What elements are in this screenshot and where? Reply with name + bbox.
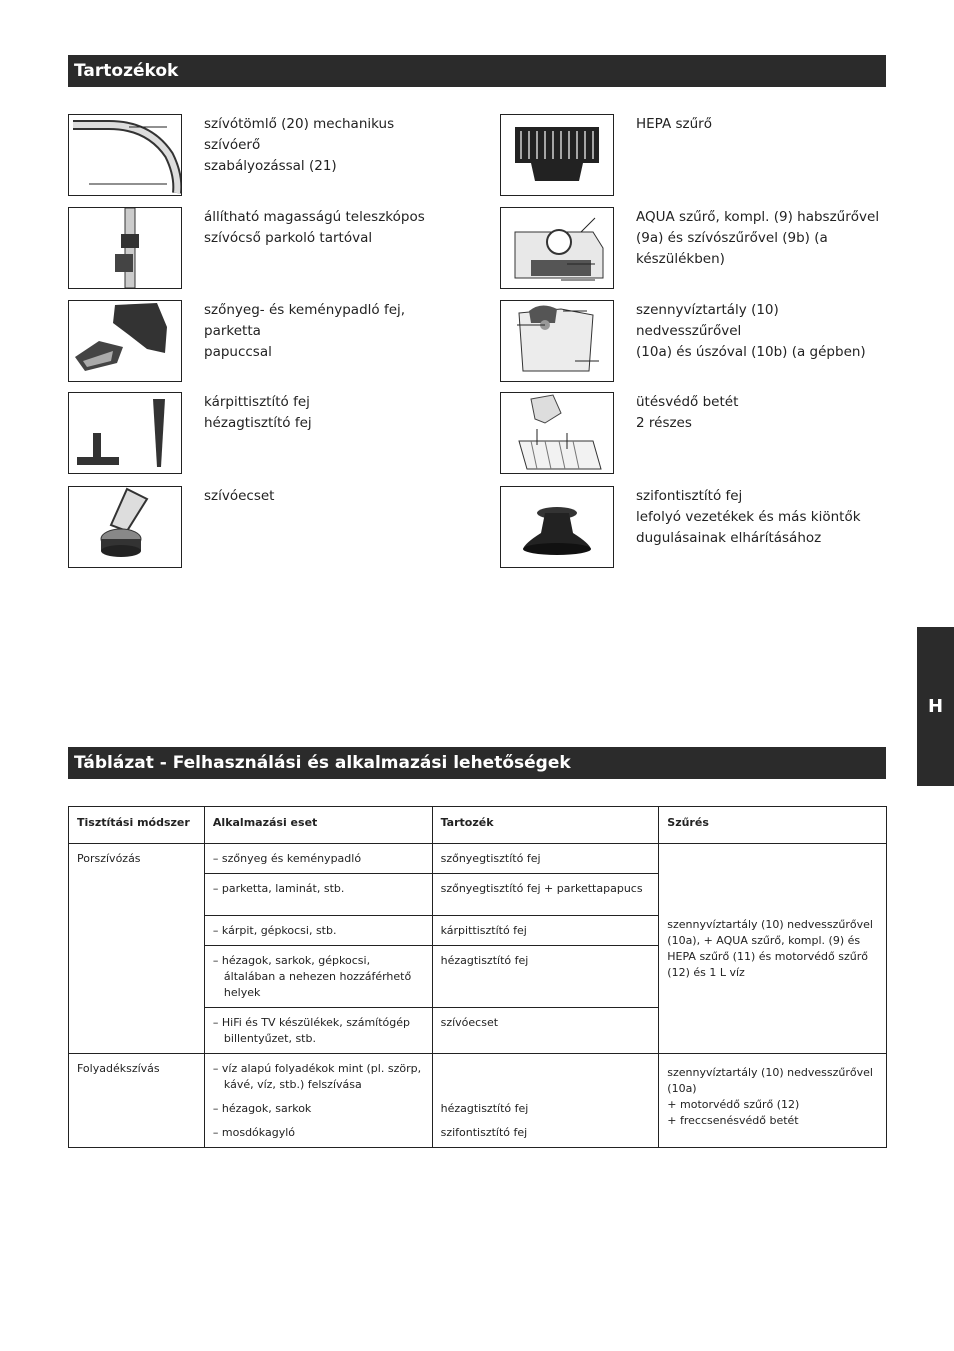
accessory-item-water-tank [500,300,900,384]
splash-guard-icon [500,392,614,474]
accessory-label-line: dugulásainak elhárításához [636,530,822,546]
suction-brush-icon [68,486,182,568]
case-text: – HiFi és TV készülékek, számítógép billentyűzet, stb. [212,1016,410,1045]
accessory-label-line: (10a) és úszóval (10b) (a gépben) [636,344,866,360]
language-tab: H [917,627,954,786]
accessory-label-line: szabályozással (21) [204,158,337,174]
accessory-label-line: papuccsal [204,344,272,360]
case-cell [204,844,432,874]
case-cell [204,946,432,1008]
filter-text: + motorvédő szűrő (12) [667,1098,800,1111]
accessory-item-aqua-filter [500,207,900,291]
accessory-label-line: szívóecset [204,488,275,504]
method-cell: Folyadékszívás [69,1054,205,1148]
case-text: – kárpit, gépkocsi, stb. [212,924,337,937]
accessory-label-line: szőnyeg- és keménypadló fej, parketta [204,302,406,339]
table-header-row [69,807,887,844]
accessory-text: hézagtisztító fej [440,1102,529,1115]
accessory-label-line: szívótömlő (20) mechanikus szívóerő [204,116,395,153]
accessory-item-upholstery-crevice [68,392,468,476]
accessory-label-line: szifontisztító fej [636,488,743,504]
accessory-label-line: készülékben) [636,251,725,267]
accessory-label-line: ütésvédő betét [636,394,739,410]
case-cell [204,874,432,916]
accessory-cell [432,1054,659,1148]
case-text: – szőnyeg és keménypadló [212,852,362,865]
header-cleaning-method: Tisztítási módszer [69,807,205,844]
accessory-label-line: 2 részes [636,415,692,431]
accessory-cell: kárpittisztító fej [432,916,659,946]
case-cell [204,1054,432,1148]
hepa-filter-icon [500,114,614,196]
floor-nozzle-icon [68,300,182,382]
accessory-item-hepa-filter [500,114,900,198]
accessory-cell: szívóecset [432,1008,659,1054]
accessory-item-suction-brush [68,486,468,570]
accessory-label-line: szívócső parkoló tartóval [204,230,373,246]
usage-table [68,806,887,1148]
accessory-cell: hézagtisztító fej [432,946,659,1008]
water-tank-icon [500,300,614,382]
aqua-filter-icon [500,207,614,289]
accessory-label-line: HEPA szűrő [636,116,712,132]
upholstery-crevice-nozzle-icon [68,392,182,474]
accessories-heading: Tartozékok [68,55,886,87]
telescopic-tube-icon [68,207,182,289]
suction-hose-icon [68,114,182,196]
header-use-case: Alkalmazási eset [204,807,432,844]
case-text: – parketta, laminát, stb. [212,882,345,895]
accessory-label-line: lefolyó vezetékek és más kiöntők [636,509,861,525]
case-cell [204,916,432,946]
accessory-item-suction-hose [68,114,468,198]
case-text: – hézagok, sarkok [212,1102,312,1115]
accessory-label-line: AQUA szűrő, kompl. (9) habszűrővel [636,209,880,225]
accessory-cell: szőnyegtisztító fej + parkettapapucs [432,874,659,916]
filter-text: szennyvíztartály (10) nedvesszűrővel (10a) [667,1066,873,1095]
header-filtering: Szűrés [659,807,887,844]
accessory-label-line: kárpittisztító fej [204,394,310,410]
accessory-item-telescopic-tube [68,207,468,291]
case-text: – mosdókagyló [212,1126,295,1139]
case-text: – hézagok, sarkok, gépkocsi, általában a nehezen hozzáférhető helyek [212,954,412,999]
filter-cell: szennyvíztartály (10) nedvesszűrővel (10a), + AQUA szűrő, kompl. (9) és HEPA szűrő (11) és motorvédő szűrő (12) és 1 L víz [659,844,887,1054]
accessory-item-splash-guard [500,392,900,476]
case-text: – víz alapú folyadékok mint (pl. szörp, kávé, víz, stb.) felszívása [212,1062,422,1091]
table-row [69,844,887,874]
method-cell: Porszívózás [69,844,205,1054]
drain-nozzle-icon [500,486,614,568]
filter-text: + freccsenésvédő betét [667,1114,799,1127]
accessory-label-line: hézagtisztító fej [204,415,312,431]
accessory-label-line: szennyvíztartály (10) nedvesszűrővel [636,302,779,339]
accessory-text: szifontisztító fej [440,1126,528,1139]
table-row [69,1054,887,1148]
accessory-cell: szőnyegtisztító fej [432,844,659,874]
accessory-item-floor-nozzle [68,300,468,384]
accessory-label-line: (9a) és szívószűrővel (9b) (a [636,230,828,246]
accessory-item-drain-nozzle [500,486,900,570]
usage-table-heading: Táblázat - Felhasználási és alkalmazási lehetőségek [68,747,886,779]
accessory-label-line: állítható magasságú teleszkópos [204,209,425,225]
filter-cell [659,1054,887,1148]
header-accessory: Tartozék [432,807,659,844]
case-cell [204,1008,432,1054]
